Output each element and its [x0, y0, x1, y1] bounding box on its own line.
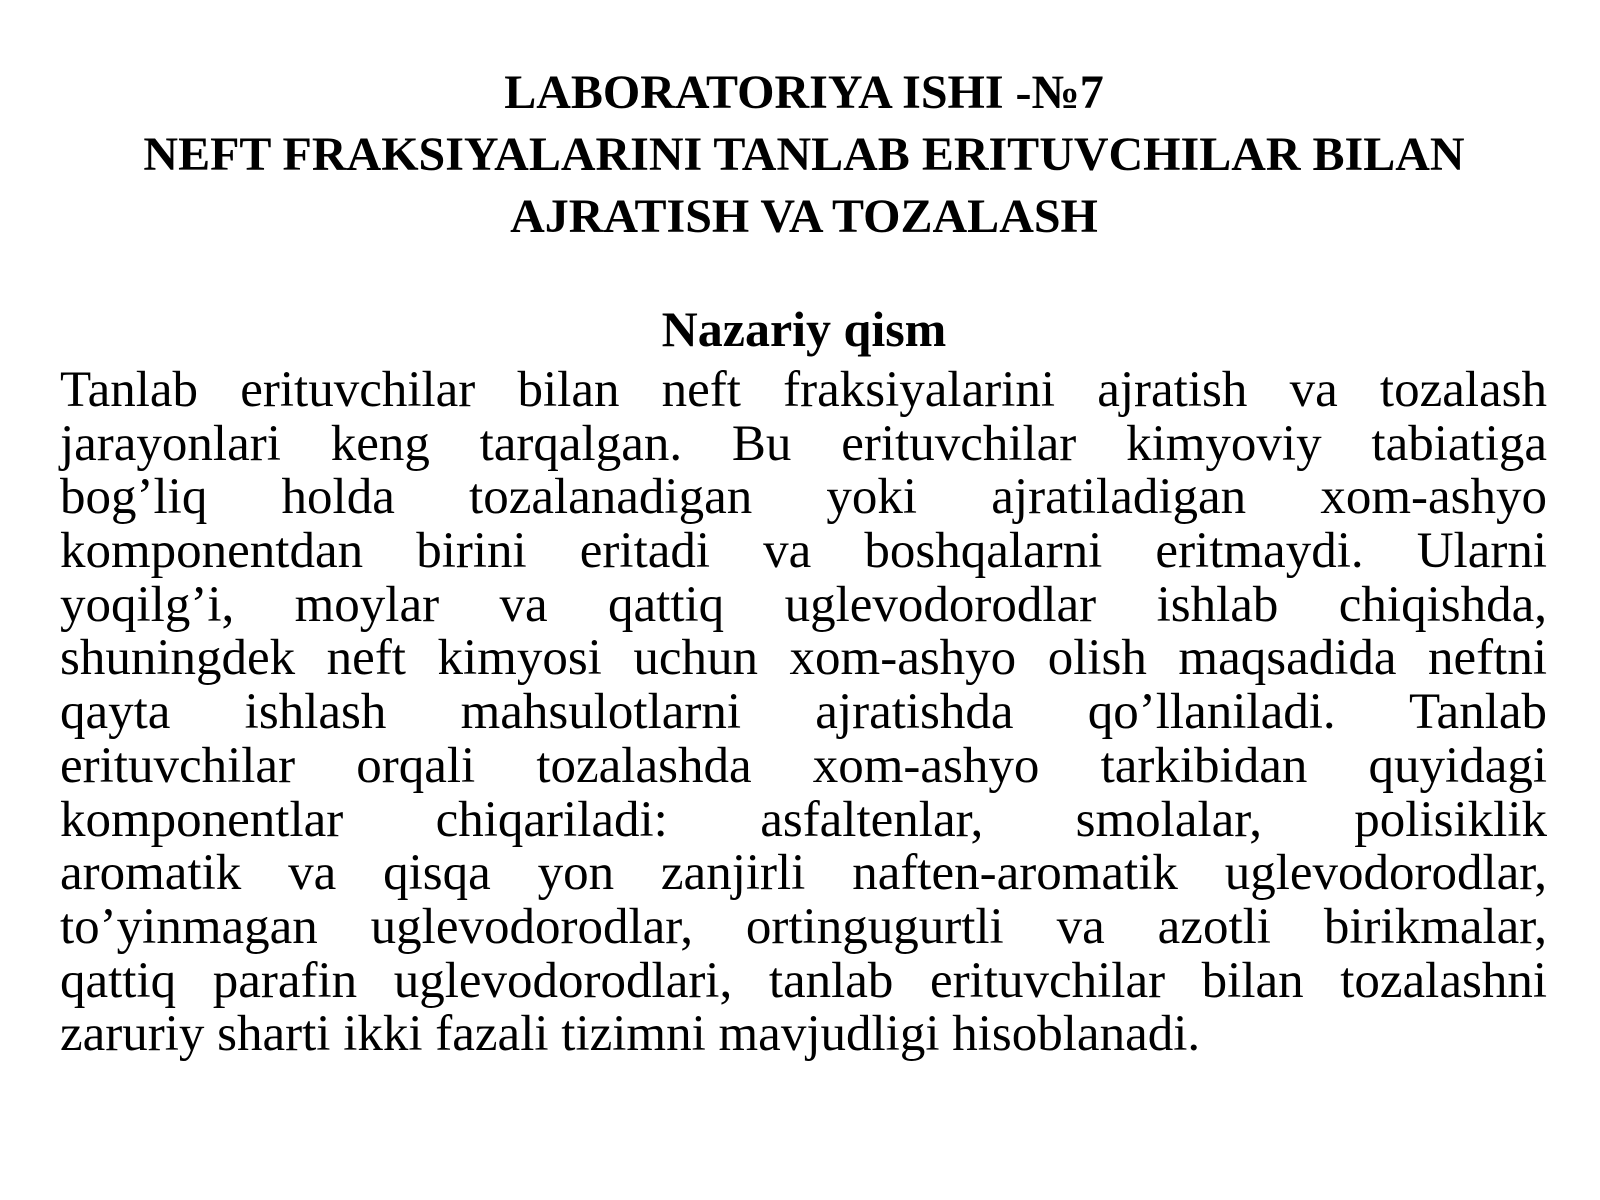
- body-line: jarayonlari keng tarqalgan. Bu erituvchilar kimyoviy tabiatiga: [60, 415, 1547, 472]
- body-line: bog’liq holda tozalanadigan yoki ajratiladigan xom-ashyo: [60, 469, 1547, 526]
- body-line: qattiq parafin uglevodorodlari, tanlab erituvchilar bilan tozalashni: [60, 952, 1547, 1009]
- body-line: erituvchilar orqali tozalashda xom-ashyo tarkibidan quyidagi: [60, 737, 1547, 794]
- title-line-3: AJRATISH VA TOZALASH: [510, 190, 1098, 243]
- title-line-2: NEFT FRAKSIYALARINI TANLAB ERITUVCHILAR BILAN: [143, 128, 1465, 181]
- body-line: komponentlar chiqariladi: asfaltenlar, smolalar, polisiklik: [60, 791, 1547, 848]
- body-paragraph: [60, 364, 1547, 1062]
- body-line: aromatik va qisqa yon zanjirli naften-aromatik uglevodorodlar,: [60, 845, 1547, 902]
- title-line-1: LABORATORIYA ISHI -№7: [504, 66, 1104, 119]
- body-line: Tanlab erituvchilar bilan neft fraksiyalarini ajratish va tozalash: [60, 362, 1547, 418]
- body-line: shuningdek neft kimyosi uchun xom-ashyo olish maqsadida neftni: [60, 630, 1547, 687]
- body-line: to’yinmagan uglevodorodlar, ortingugurtli va azotli birikmalar,: [60, 898, 1547, 955]
- body-line: qayta ishlash mahsulotlarni ajratishda qo’llaniladi. Tanlab: [60, 684, 1547, 741]
- body-line: komponentdan birini eritadi va boshqalarni eritmaydi. Ularni: [60, 523, 1547, 580]
- body-line: yoqilg’i, moylar va qattiq uglevodorodlar ishlab chiqishda,: [60, 576, 1547, 633]
- document-title: [40, 62, 1568, 248]
- body-line: zaruriy sharti ikki fazali tizimni mavjudligi hisoblanadi.: [60, 1006, 1201, 1063]
- section-heading: Nazariy qism: [661, 301, 947, 357]
